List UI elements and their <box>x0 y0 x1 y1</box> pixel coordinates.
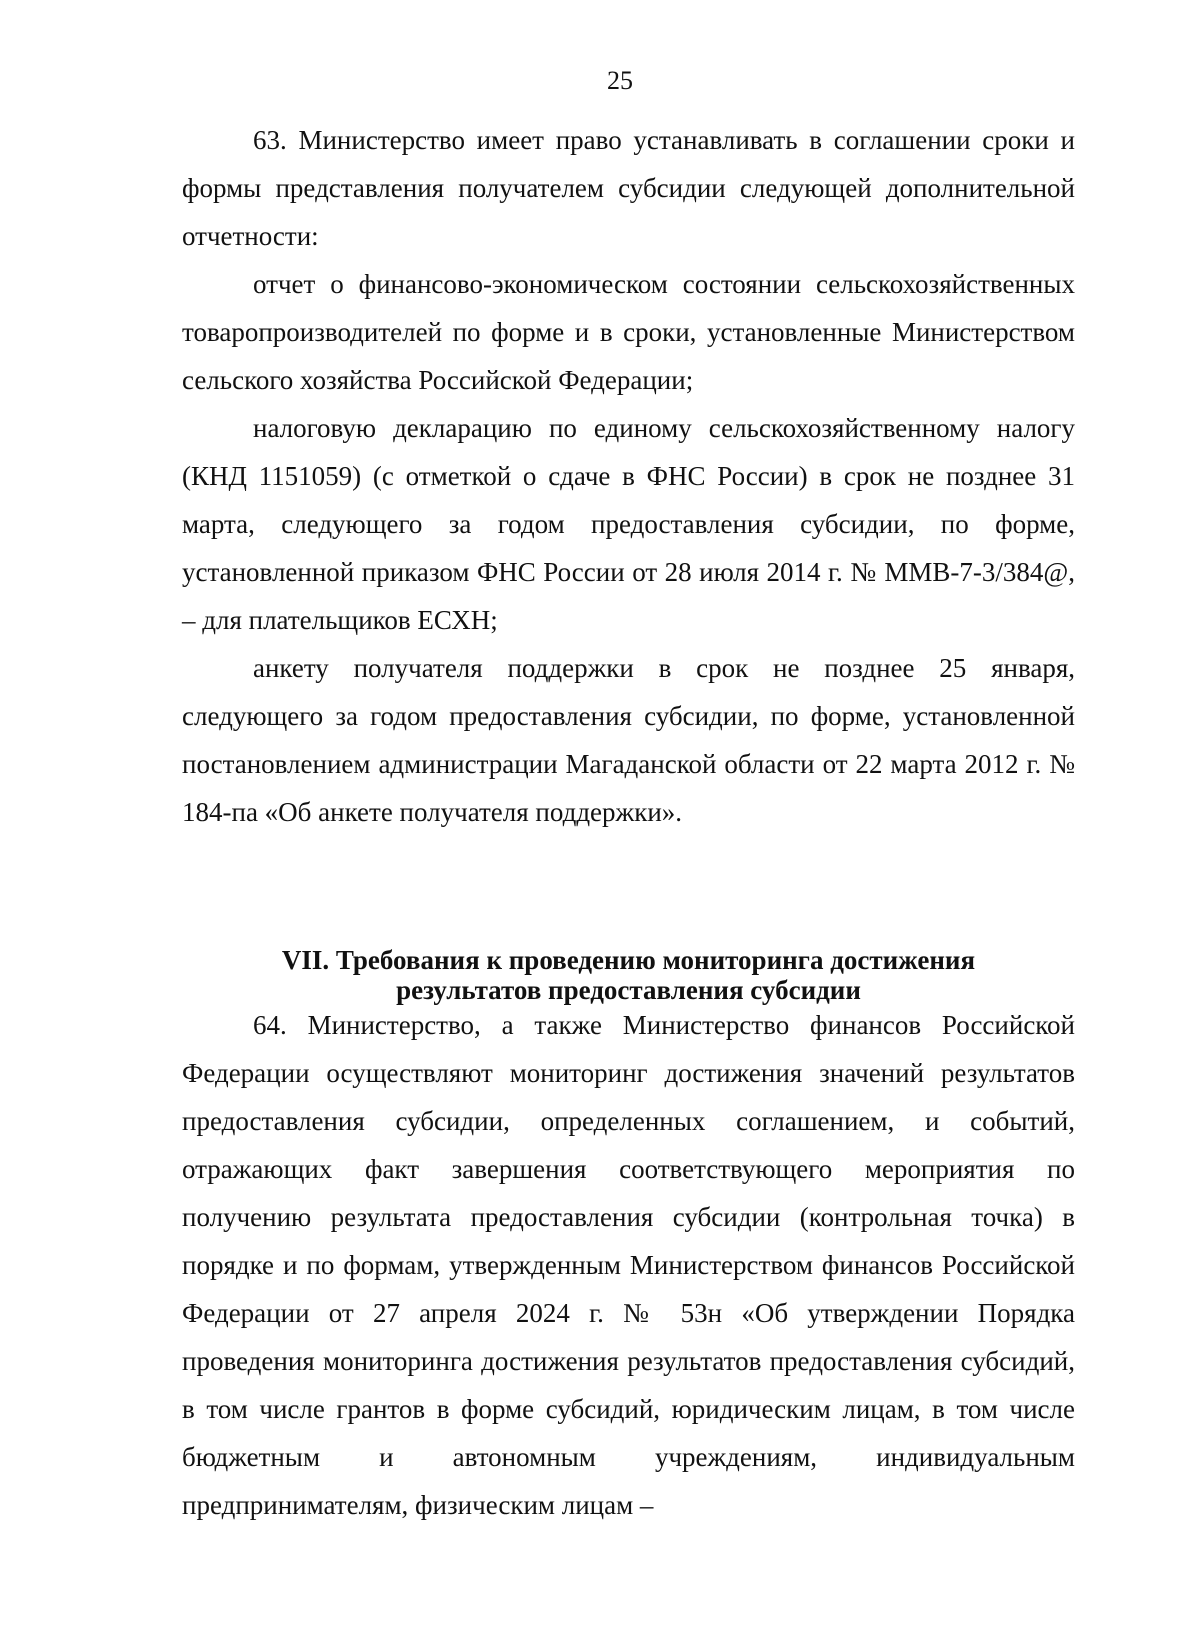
section-heading-line-1: VII. Требования к проведению мониторинга достижения <box>281 945 976 975</box>
paragraph-report-financial-state: отчет о финансово-экономическом состоянии сельскохозяйственных товаропроизводителей по форме и в сроки, установленные Министерством сельского хозяйства Российской Федерации; <box>182 269 1075 395</box>
section-heading-line-2: результатов предоставления субсидии <box>396 975 861 1005</box>
section-heading <box>182 945 1075 1005</box>
paragraph-63: 63. Министерство имеет право устанавливать в соглашении сроки и формы представления получателем субсидии следующей дополнительной отчетности: <box>182 125 1075 251</box>
text-block-after-heading <box>182 1001 1075 1529</box>
text-block-before-heading <box>182 116 1075 836</box>
page-number: 25 <box>607 66 633 95</box>
paragraph-tax-declaration: налоговую декларацию по единому сельскохозяйственному налогу (КНД 1151059) (с отметкой о сдаче в ФНС России) в срок не позднее 31 марта, следующего за годом предоставления субсидии, по форме, установленной приказом ФНС России от 28 июля 2014 г. № ММВ-7-3/384@, – для плательщиков ЕСХН; <box>182 413 1075 635</box>
paragraph-64: 64. Министерство, а также Министерство финансов Российской Федерации осуществляют мониторинг достижения значений результатов предоставления субсидии, определенных соглашением, и событий, отражающих факт завершения соответствующего мероприятия по получению результата предоставления субсидии (контрольная точка) в порядке и по формам, утвержденным Министерством финансов Российской Федерации от 27 апреля 2024 г. № 53н «Об утверждении Порядка проведения мониторинга достижения результатов предоставления субсидий, в том числе грантов в форме субсидий, юридическим лицам, в том числе бюджетным и автономным учреждениям, индивидуальным предпринимателям, физическим лицам – <box>182 1010 1075 1520</box>
paragraph-support-recipient-form: анкету получателя поддержки в срок не позднее 25 января, следующего за годом предоставления субсидии, по форме, установленной постановлением администрации Магаданской области от 22 марта 2012 г. № 184-па «Об анкете получателя поддержки». <box>182 653 1075 827</box>
